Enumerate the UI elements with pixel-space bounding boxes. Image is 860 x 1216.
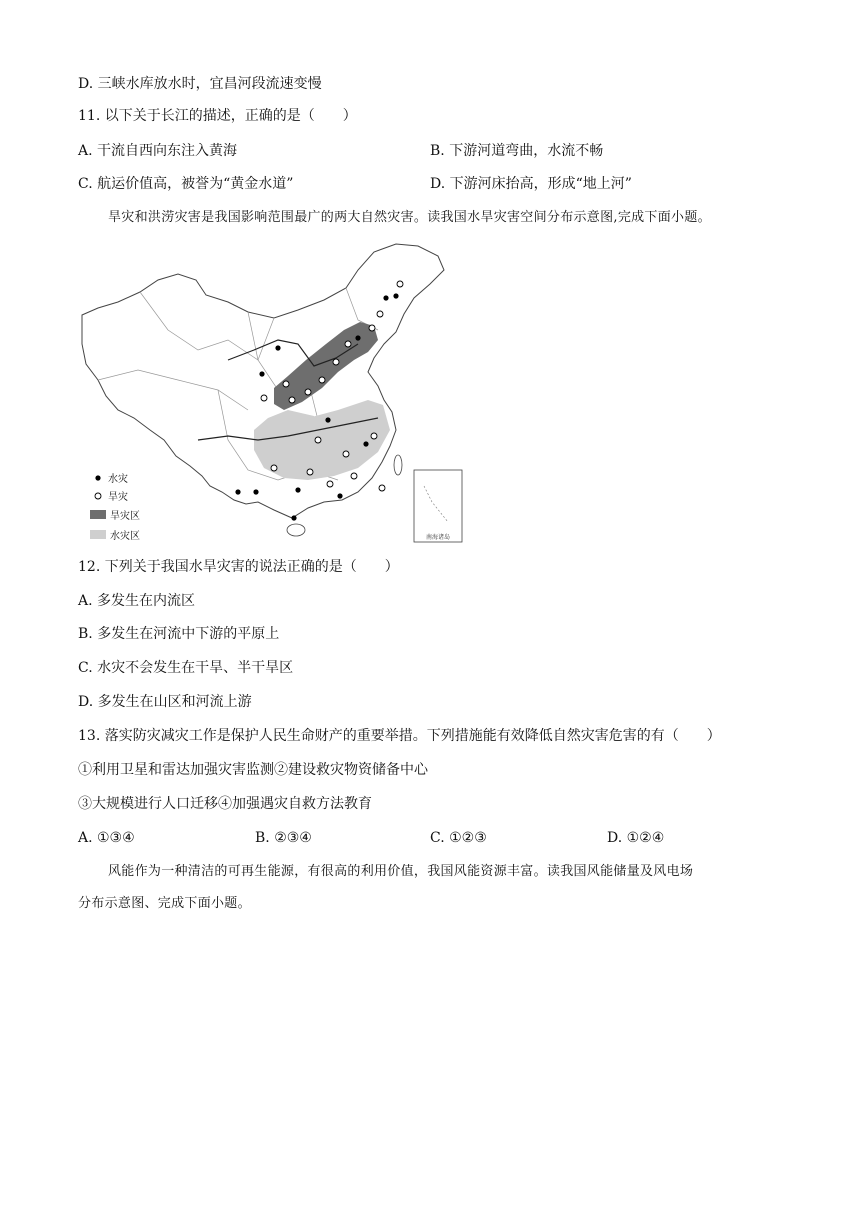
legend-flood-zone: 水灾区 [110,531,140,542]
q11-stem: 11. 以下关于长江的描述，正确的是（ ） [78,108,357,124]
q12-option-a: A. 多发生在内流区 [78,593,196,609]
china-outline [82,244,444,518]
q11-option-b: B. 下游河道弯曲，水流不畅 [430,143,604,159]
q11-option-d: D. 下游河床抬高，形成“地上河” [430,176,632,192]
q12-option-b: B. 多发生在河流中下游的平原上 [78,626,280,642]
legend-flood-point: 水灾 [108,474,128,485]
q13-option-a: A. ①③④ [78,830,135,846]
q13-option-d: D. ①②④ [607,830,665,846]
q10-option-d: D. 三峡水库放水时，宜昌河段流速变慢 [78,76,322,92]
legend-drought-point: 旱灾 [108,492,128,503]
wind-intro-line2: 分布示意图、完成下面小题。 [78,896,251,911]
disaster-intro: 旱灾和洪涝灾害是我国影响范围最广的两大自然灾害。读我国水旱灾害空间分布示意图,完成下面小题。 [108,210,711,225]
q13-stem: 13. 落实防灾减灾工作是保护人民生命财产的重要举措。下列措施能有效降低自然灾害危害的有（ ） [78,728,721,744]
wind-intro-line1: 风能作为一种清洁的可再生能源，有很高的利用价值，我国风能资源丰富。读我国风能储量及风电场 [108,864,694,879]
inset-label: 南海诸岛 [425,534,451,541]
south-china-sea-inset [414,470,462,542]
q12-option-c: C. 水灾不会发生在干旱、半干旱区 [78,660,294,676]
q12-option-d: D. 多发生在山区和河流上游 [78,694,252,710]
legend-drought-zone: 旱灾区 [110,511,140,522]
drought-zone-area [274,322,378,410]
q13-option-b: B. ②③④ [255,830,312,846]
map-legend [90,472,140,542]
q11-option-a: A. 干流自西向东注入黄海 [78,143,238,159]
flood-drought-map [78,240,468,545]
q12-stem: 12. 下列关于我国水旱灾害的说法正确的是（ ） [78,559,399,575]
q13-items-line2: ③大规模进行人口迁移④加强遇灾自救方法教育 [78,796,372,812]
q13-option-c: C. ①②③ [430,830,487,846]
q11-option-c: C. 航运价值高，被誉为“黄金水道” [78,176,294,192]
q13-items-line1: ①利用卫星和雷达加强灾害监测②建设救灾物资储备中心 [78,762,428,778]
